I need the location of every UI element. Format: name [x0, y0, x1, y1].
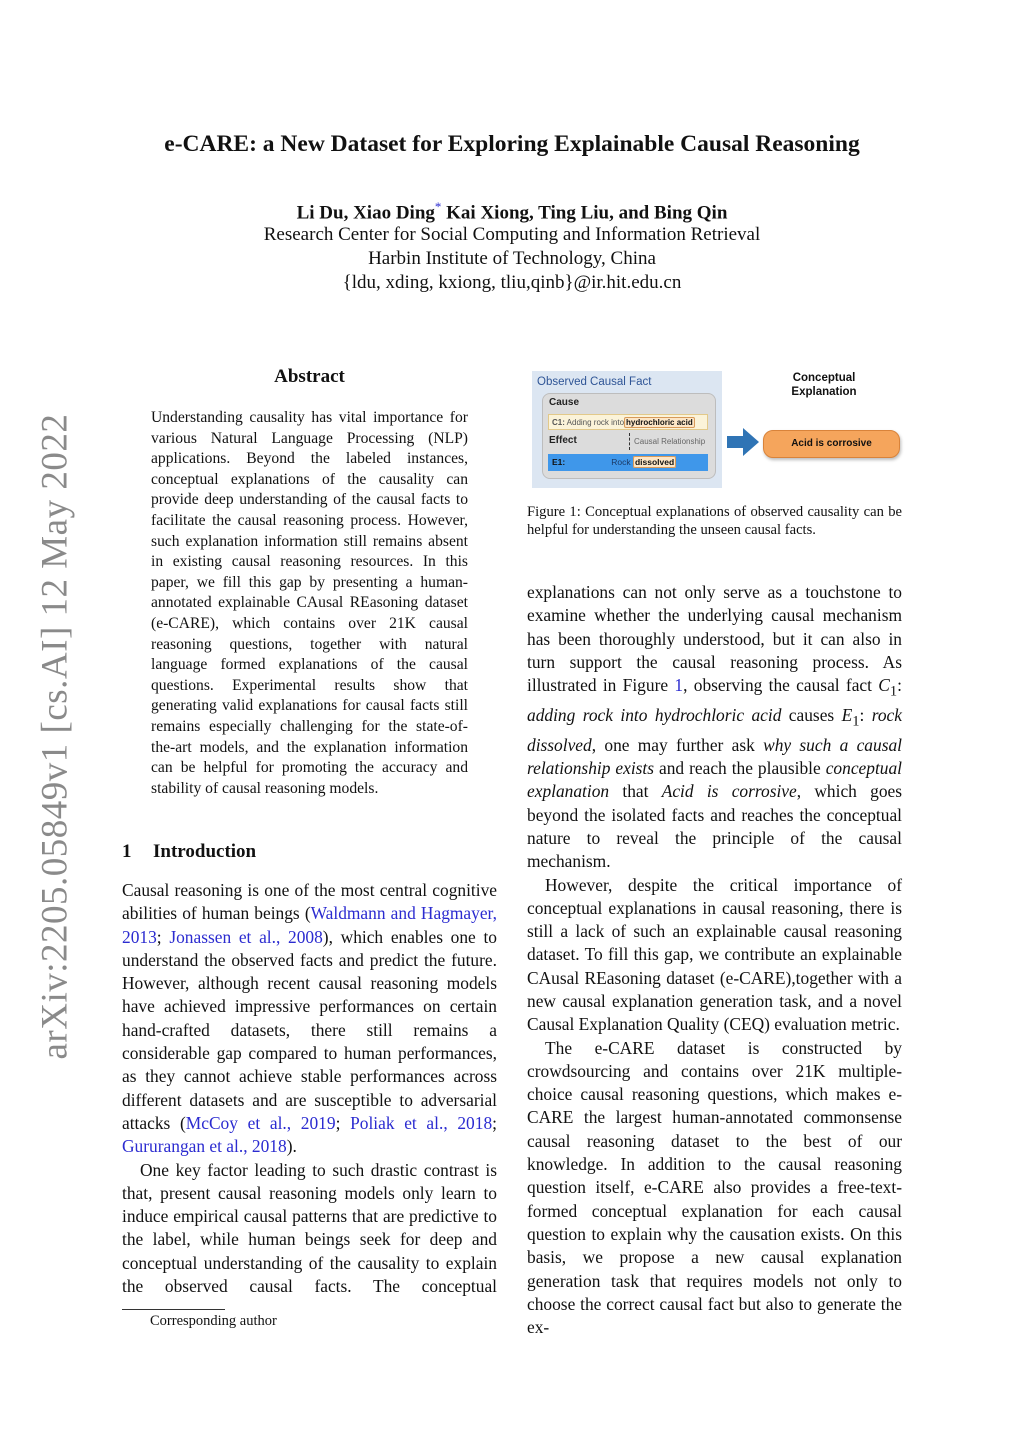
text-span: ). — [286, 1136, 297, 1157]
text-span: , which goes beyond the isolated facts and reaches the conceptual nature to reveal the principle of the causal mechanism. — [527, 781, 902, 872]
e1-label: E1: — [552, 457, 566, 467]
emphasis-text: E — [841, 704, 853, 725]
right-column-body — [527, 581, 902, 1339]
text-span: The e-CARE dataset is constructed by crowdsourcing and contains over 21K multiple-choice causal reasoning questions, which makes e-CARE the largest human-annotated commonsense causal reasoning dataset to the best of our knowledge. In addition to the causal reasoning question itself, e-CARE also provides a free-text-formed conceptual explanation for each causal question to explain why the causation exists. On this basis, we propose a new causal explanation generation task that requires models not only to choose the correct causal fact but also to generate the ex- — [527, 1037, 902, 1338]
affiliation-line: Harbin Institute of Technology, China — [368, 248, 656, 269]
text-span: and reach the plausible — [654, 758, 826, 779]
effect-e1 — [548, 454, 708, 471]
emphasis-text: conceptual explanation — [527, 758, 902, 802]
abstract-text: Understanding causality has vital importance for various Natural Language Processing (NLP) applications. Beyond the labeled instances, conceptual explanations of the causality can provide deep understanding of the causal facts to facilitate the causal reasoning process. However, such explanation information still remains absent in existing causal reasoning resources. In this paper, we fill this gap by presenting a human-annotated explainable CAusal REasoning dataset (e-CARE), which contains over 21K causal reasoning questions, together with natural language formed explanations of the causal questions. Experimental results show that generating valid explanations for causal facts still remains especially challenging for the state-of-the-art models, and the explanation information can be helpful for promoting the accuracy and stability of causal reasoning models. — [151, 409, 468, 797]
cause-effect-box — [542, 393, 716, 479]
figure-observed-causal-fact — [532, 371, 722, 488]
emphasis-text: C — [878, 675, 890, 696]
abstract-heading: Abstract — [274, 366, 345, 387]
effect-label: Effect — [549, 435, 577, 446]
paper-title: e-CARE: a New Dataset for Exploring Explainable Causal Reasoning — [164, 131, 860, 157]
c1-label: C1: — [552, 418, 565, 427]
section-heading — [122, 841, 256, 863]
paragraph — [527, 1037, 902, 1340]
text-span: , one may further ask — [591, 734, 764, 755]
citation-link[interactable]: Gururangan et al., 2018 — [122, 1136, 287, 1157]
paragraph — [527, 581, 902, 874]
subscript: 1 — [852, 713, 860, 730]
arxiv-identifier: arXiv:2205.05849v1 [cs.AI] 12 May 2022 — [34, 413, 76, 1060]
email-line: {ldu, xding, kxiong, tliu,qinb}@ir.hit.edu.cn — [342, 272, 682, 293]
citation-link[interactable]: Waldmann and Hagmayer, 2013 — [122, 903, 497, 947]
authors-rest: Kai Xiong, Ting Liu, and Bing Qin — [441, 202, 728, 224]
e1-text: Rock — [611, 457, 631, 467]
affiliation-line: Research Center for Social Computing and Information Retrieval — [263, 224, 761, 245]
subscript: 1 — [889, 683, 898, 700]
emphasis-text: rock dissolved — [527, 704, 902, 755]
authors-first: Li Du, Xiao Ding — [296, 202, 435, 224]
paragraph — [122, 879, 497, 1159]
text-span: However, despite the critical importance of conceptual explanations in causal reasoning, there is still a lack of such an explainable causal reasoning dataset. To fill this gap, we contribute an explainable CAusal REasoning dataset (e-CARE),together with a new causal explanation generation task, and a novel Causal Explanation Quality (CEQ) evaluation metric. — [527, 874, 902, 1035]
figure-panel-title: Observed Causal Fact — [537, 376, 652, 388]
emphasis-text: why such a causal relationship exists — [527, 734, 902, 779]
text-span: : — [859, 704, 872, 725]
conceptual-explanation-title: Conceptual Explanation — [791, 372, 857, 398]
left-column-body — [122, 879, 497, 1298]
authors — [0, 199, 1024, 224]
conceptual-explanation-box: Acid is corrosive — [763, 430, 900, 458]
emphasis-text: Acid is corrosive — [661, 781, 797, 802]
cause-c1 — [548, 414, 708, 430]
section-number: 1 — [122, 841, 132, 862]
text-span: causes — [781, 704, 842, 725]
text-span: : — [897, 675, 902, 696]
citation-link[interactable]: McCoy et al., 2019 — [185, 1112, 336, 1133]
e1-highlight: dissolved — [634, 457, 675, 467]
paragraph — [122, 1159, 497, 1299]
citation-link[interactable]: 1 — [674, 675, 684, 696]
text-span: ; — [156, 926, 170, 947]
cause-label: Cause — [549, 397, 580, 408]
text-span: Causal reasoning is one of the most central cognitive abilities of human beings ( — [122, 880, 497, 924]
figure-caption: Figure 1: Conceptual explanations of observed causality can be helpful for understanding the unseen causal facts. — [527, 504, 902, 538]
text-span: ; — [335, 1112, 351, 1133]
c1-highlight: hydrochloric acid — [626, 418, 693, 427]
text-span: ; — [492, 1112, 497, 1133]
paragraph — [527, 874, 902, 1037]
text-span: explanations can not only serve as a touchstone to examine whether the underlying causal mechanism has been thoroughly understood, but it can also in turn support the causal reasoning process. As illustrated in Figure — [527, 582, 902, 696]
c1-text: Adding rock into — [566, 418, 625, 427]
footnote-rule — [122, 1309, 225, 1310]
text-span: , observing the causal fact — [683, 675, 879, 696]
corresponding-mark[interactable]: * — [434, 199, 442, 214]
text-span: ), which enables one to understand the observed facts and predict the future. However, although recent causal reasoning models have achieved impressive performances on certain hand-crafted datasets, there still remains a considerable gap compared to human performances, as they cannot achieve stable performances across different datasets and are susceptible to adversarial attacks ( — [122, 926, 497, 1133]
text-span: that — [609, 781, 662, 802]
citation-link[interactable]: Poliak et al., 2018 — [350, 1112, 493, 1133]
citation-link[interactable]: Jonassen et al., 2008 — [169, 926, 323, 947]
footnote: Corresponding author — [150, 1313, 277, 1329]
causal-relationship-label: Causal Relationship — [629, 433, 705, 450]
text-span: One key factor leading to such drastic contrast is that, present causal reasoning models only learn to induce empirical causal patterns that are predictive to the label, while human beings seek for deep and conceptual understanding of the causality to explain the observed causal facts. The conceptual — [122, 1159, 497, 1297]
emphasis-text: adding rock into hydrochloric acid — [527, 704, 782, 725]
arrow-right-icon — [727, 428, 759, 456]
section-title: Introduction — [153, 841, 257, 862]
